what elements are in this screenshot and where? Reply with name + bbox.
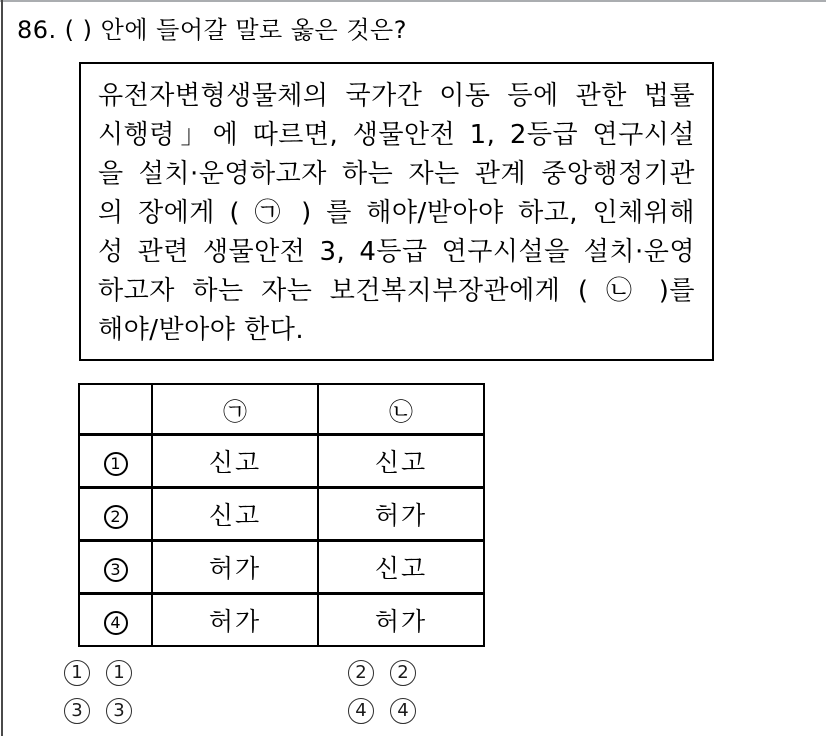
passage-line: 을 설치·운영하고자 하는 자는 관계 중앙행정기관 — [98, 159, 695, 189]
passage-line: 해야/받아야 한다. — [98, 315, 305, 345]
choice-option-1[interactable] — [64, 658, 132, 688]
circled-number-icon: 2 — [104, 505, 128, 529]
choice-label-icon: 4 — [348, 698, 374, 724]
first-blank-cell: 신고 — [152, 435, 318, 488]
table-row — [79, 594, 484, 647]
passage-box — [79, 62, 714, 361]
answer-table-header-second-blank: ㉡ — [318, 384, 484, 435]
row-number-cell — [79, 488, 152, 541]
first-blank-cell: 허가 — [152, 541, 318, 594]
choice-label-icon: 1 — [64, 660, 90, 686]
passage-line: 시행령」에 따르면, 생물안전 1, 2등급 연구시설 — [98, 120, 695, 150]
choice-label-icon: 2 — [348, 660, 374, 686]
passage-line: 유전자변형생물체의 국가간 이동 등에 관한 법률 — [98, 81, 695, 111]
answer-table — [78, 383, 485, 647]
first-blank-cell: 허가 — [152, 594, 318, 647]
question-text: ( ) 안에 들어갈 말로 옳은 것은? — [64, 16, 407, 44]
second-blank-cell: 신고 — [318, 541, 484, 594]
choice-value-icon: 3 — [106, 698, 132, 724]
table-row — [79, 541, 484, 594]
choice-option-2[interactable] — [348, 658, 416, 688]
choice-label-icon: 3 — [64, 698, 90, 724]
choice-value-icon: 2 — [390, 660, 416, 686]
passage-line: 의 장에게 ( ㉠ ) 를 해야/받아야 하고, 인체위해 — [98, 198, 695, 228]
circled-number-icon: 3 — [104, 558, 128, 582]
passage-line: 성 관련 생물안전 3, 4등급 연구시설을 설치·운영 — [98, 237, 695, 267]
second-blank-cell: 신고 — [318, 435, 484, 488]
row-number-cell — [79, 541, 152, 594]
second-blank-cell: 허가 — [318, 594, 484, 647]
table-row — [79, 488, 484, 541]
choice-option-3[interactable] — [64, 696, 132, 726]
column-divider-line — [1, 0, 3, 736]
question-header — [17, 10, 797, 45]
answer-table-header-row — [79, 384, 484, 435]
first-blank-cell: 신고 — [152, 488, 318, 541]
second-blank-cell: 허가 — [318, 488, 484, 541]
answer-table-header-first-blank: ㉠ — [152, 384, 318, 435]
choice-value-icon: 1 — [106, 660, 132, 686]
question-number: 86. — [17, 16, 57, 44]
row-number-cell — [79, 594, 152, 647]
passage-line: 하고자 하는 자는 보건복지부장관에게 ( ㉡ )를 — [98, 276, 695, 306]
table-row — [79, 435, 484, 488]
circled-number-icon: 1 — [104, 452, 128, 476]
answer-table-corner-cell — [79, 384, 152, 435]
row-number-cell — [79, 435, 152, 488]
circled-number-icon: 4 — [104, 611, 128, 635]
page-top-edge — [0, 0, 826, 2]
choice-option-4[interactable] — [348, 696, 416, 726]
choice-value-icon: 4 — [390, 698, 416, 724]
